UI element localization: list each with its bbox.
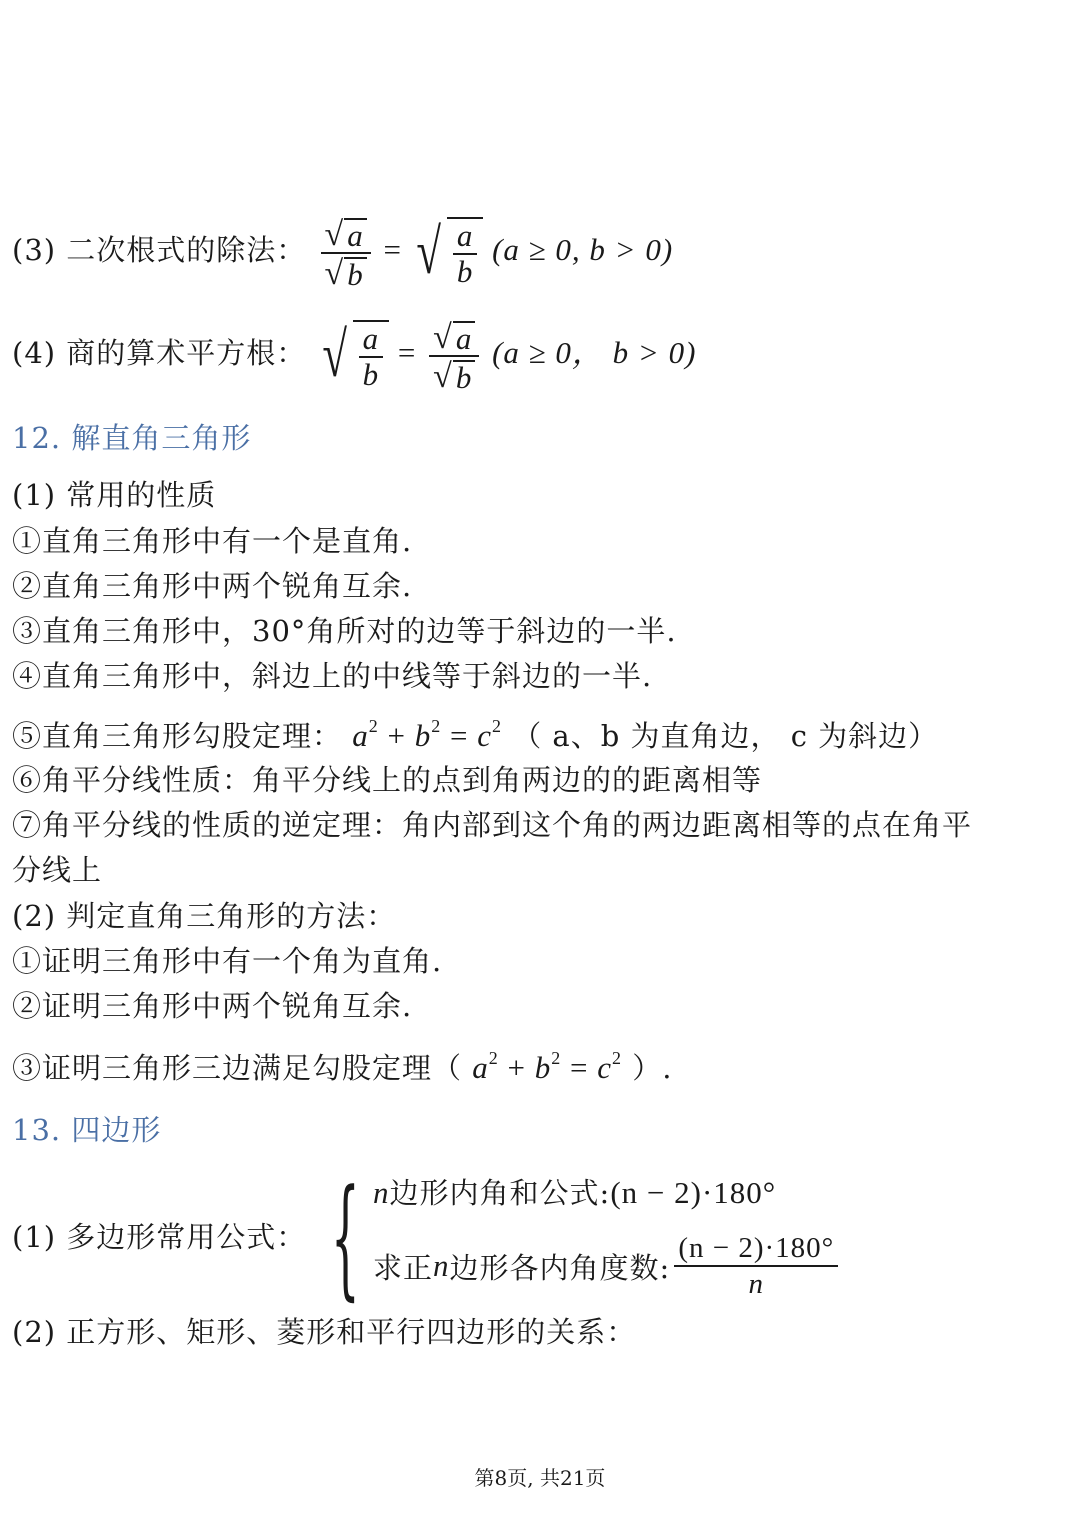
- quotient-sqrt-condition: (a ≥ 0， b > 0): [492, 335, 697, 370]
- quotient-sqrt-formula: √ $\frac{a}{b}$ = √ a √ b (a ≥ 0， b > 0): [321, 318, 697, 395]
- method-2: ②证明三角形中两个锐角互余.: [12, 989, 413, 1023]
- page-footer: 第8页, 共21页: [474, 1466, 606, 1490]
- left-brace: {: [331, 1161, 361, 1313]
- interior-angle-sum-formula: n边形内角和公式:(n − 2)·180°: [373, 1175, 777, 1210]
- pythagorean-formula: $a^2 + b^2 = c^2$: [352, 716, 502, 753]
- radical-division-label: (3) 二次根式的除法：: [12, 233, 307, 267]
- radical-division-formula: √ a √ b = √ $\frac{a}{b}$ (a ≥ 0, b > 0): [317, 232, 674, 267]
- property-2: ②直角三角形中两个锐角互余.: [12, 569, 413, 603]
- quotient-sqrt-label: (4) 商的算术平方根：: [12, 336, 307, 370]
- method-3: [12, 1038, 672, 1088]
- method-1: ①证明三角形中有一个角为直角.: [12, 944, 443, 978]
- property-6: ⑥角平分线性质：角平分线上的点到角两边的的距离相等: [12, 763, 763, 797]
- section-13-title: 13. 四边形: [12, 1113, 162, 1147]
- property-1: ①直角三角形中有一个是直角.: [12, 524, 413, 558]
- section-12-title: 12. 解直角三角形: [12, 421, 252, 455]
- method-3-prefix: ③证明三角形三边满足勾股定理（: [12, 1051, 463, 1085]
- quotient-sqrt-line: [12, 318, 696, 394]
- property-7-line2: 分线上: [12, 853, 103, 887]
- radical-division-condition: (a ≥ 0, b > 0): [492, 232, 674, 267]
- method-3-formula: $a^2 + b^2 = c^2$: [472, 1048, 622, 1085]
- property-7-line1: ⑦角平分线的性质的逆定理：角内部到这个角的两边距离相等的点在角平: [12, 808, 973, 842]
- section-13-sub2: (2) 正方形、矩形、菱形和平行四边形的关系：: [12, 1315, 637, 1349]
- property-5: [12, 706, 938, 756]
- property-5-prefix: ⑤直角三角形勾股定理：: [12, 719, 343, 753]
- regular-polygon-angle-formula: 求正 n 边形各内角度数: $\frac{(n - 2)\cdot 180^\circ}{n}$: [373, 1231, 842, 1301]
- radical-division-line: [12, 215, 673, 291]
- property-5-suffix: （ a、b 为直角边， c 为斜边）: [512, 719, 939, 753]
- polygon-formulas: [12, 1161, 842, 1313]
- polygon-formulas-label: (1) 多边形常用公式：: [12, 1220, 307, 1254]
- section-12-sub2: (2) 判定直角三角形的方法：: [12, 899, 397, 933]
- section-12-sub1: (1) 常用的性质: [12, 478, 217, 512]
- property-4: ④直角三角形中，斜边上的中线等于斜边的一半.: [12, 659, 653, 693]
- property-3: ③直角三角形中，30°角所对的边等于斜边的一半.: [12, 614, 677, 648]
- method-3-suffix: ）.: [632, 1051, 673, 1085]
